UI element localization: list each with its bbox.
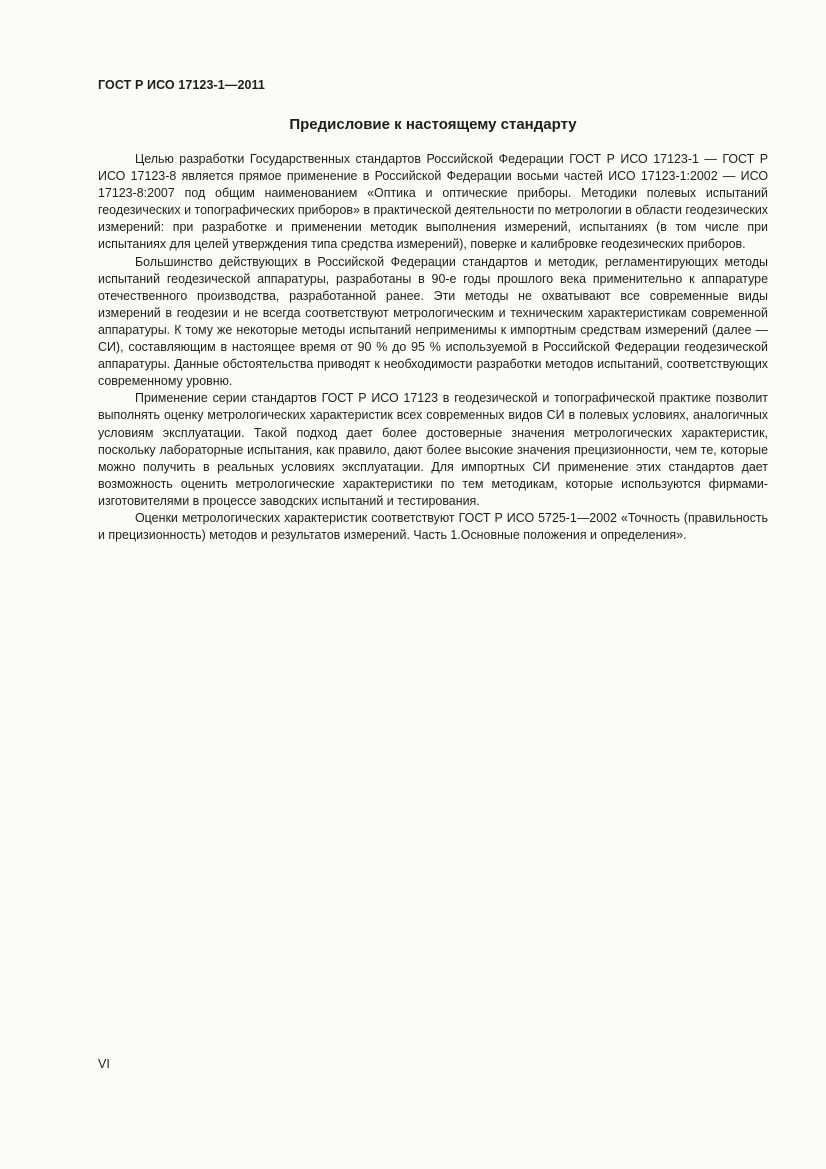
preface-title: Предисловие к настоящему стандарту [289, 116, 577, 133]
page-number: VI [98, 1057, 110, 1071]
document-code-header: ГОСТ Р ИСО 17123-1—2011 [98, 78, 265, 92]
paragraph-evaluation: Оценки метрологических характеристик соответствуют ГОСТ Р ИСО 5725-1—2002 «Точность (правильность и прецизионность) методов и результатов измерений. Часть 1.Основные положения и определения». [98, 510, 768, 543]
paragraph-purpose: Целью разработки Государственных стандартов Российской Федерации ГОСТ Р ИСО 17123-1 — ГОСТ Р ИСО 17123-8 является прямое применение в Российской Федерации восьми частей ИСО 17123-1:2002 — ИСО 17123-8:2007 под общим наименованием «Оптика и оптические приборы. Методики полевых испытаний геодезических и топографических приборов» в практической деятельности по метрологии в области геодезических измерений: при разработке и применении методик выполнения измерений, испытаниях (в том числе при испытаниях для целей утверждения типа средства измерений), поверке и калибровке геодезических приборов. [98, 152, 768, 252]
paragraph-existing-standards: Большинство действующих в Российской Федерации стандартов и методик, регламентирующих методы испытаний геодезической аппаратуры, разработаны в 90-е годы прошлого века применительно к аппаратуре отечественного производства, разработанной ранее. Эти методы не охватывают все современные виды измерений в геодезии и не всегда соответствуют метрологическим и техническим характеристикам современной аппаратуры. К тому же некоторые методы испытаний неприменимы к импортным средствам измерений (далее — СИ), составляющим в настоящее время от 90 % до 95 % используемой в Российской Федерации геодезической аппаратуры. Данные обстоятельства приводят к необходимости разработки методов испытаний, соответствующих современному уровню. [98, 254, 768, 389]
paragraph-application: Применение серии стандартов ГОСТ Р ИСО 17123 в геодезической и топографической практике позволит выполнять оценку метрологических характеристик всех современных видов СИ в полевых условиях, аналогичных условиям эксплуатации. Такой подход дает более достоверные значения метрологических характеристик, поскольку лабораторные испытания, как правило, дают более высокие значения прецизионности, чем те, которые можно получить в реальных условиях эксплуатации. Для импортных СИ применение этих стандартов дает возможность оценить метрологические характеристики по тем методикам, которые используются фирмами-изготовителями в процессе заводских испытаний и тестирования. [98, 391, 768, 508]
preface-body [98, 151, 768, 544]
